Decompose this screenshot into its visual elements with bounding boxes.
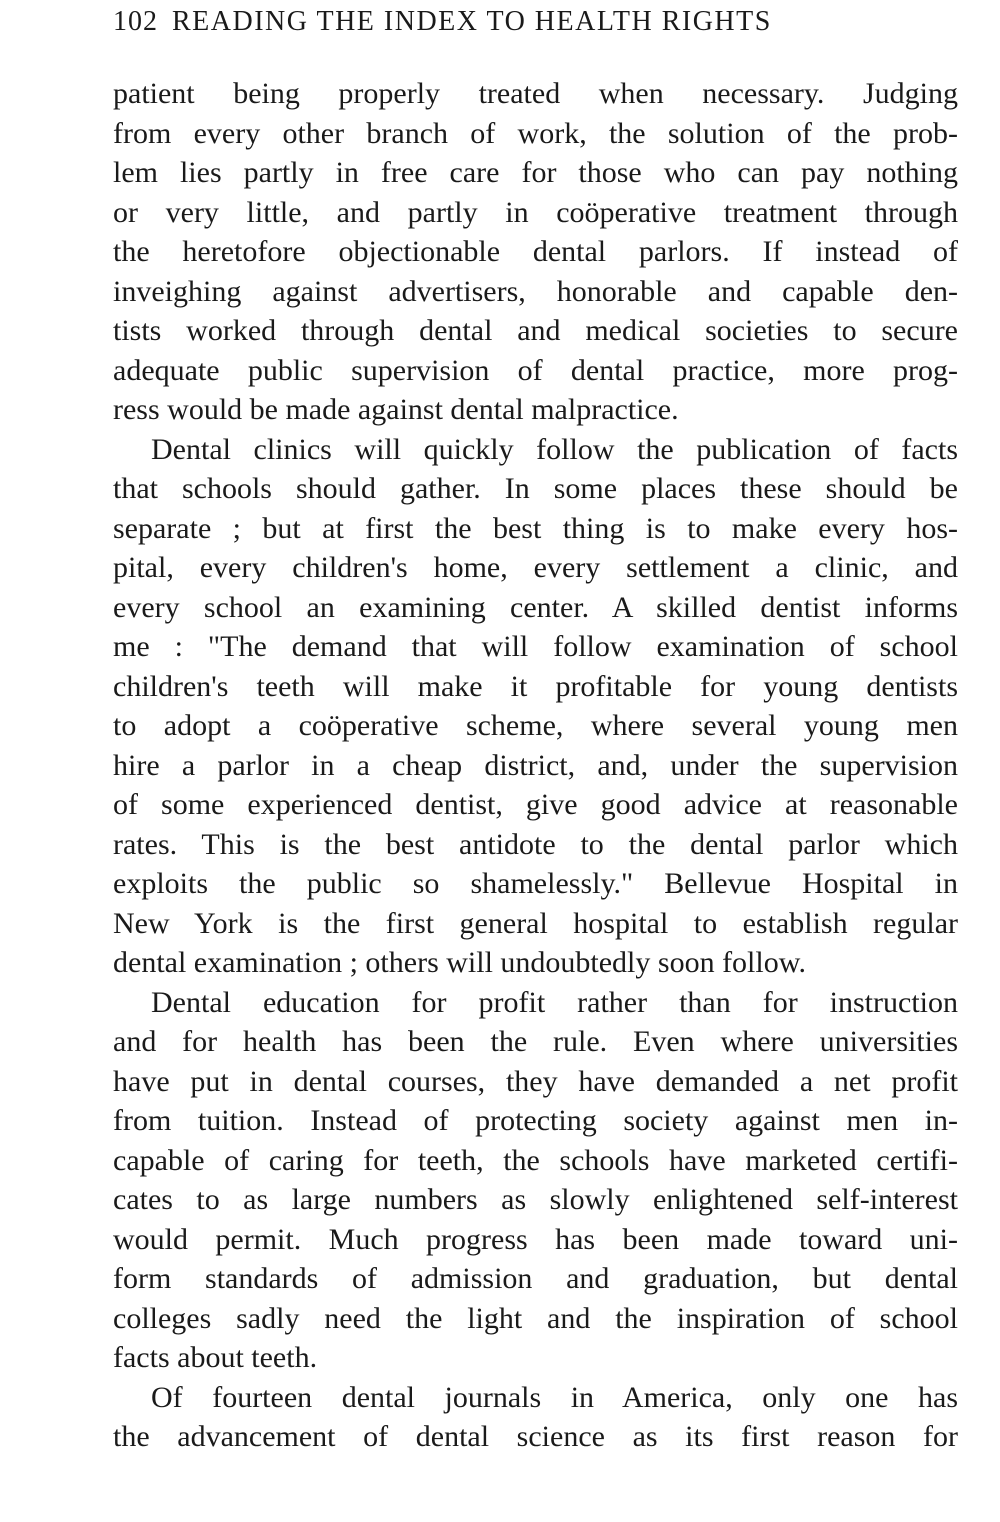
text-line: rates. This is the best antidote to the dental parlor which xyxy=(113,827,958,861)
text-line: ress would be made against dental malpractice. xyxy=(113,393,679,426)
text-line: patient being properly treated when necessary. Judging xyxy=(113,77,958,110)
running-header xyxy=(113,6,903,46)
text-line: lem lies partly in free care for those who can pay nothing xyxy=(113,156,958,189)
text-line: dental examination ; others will undoubtedly soon follow. xyxy=(113,946,806,979)
body-text xyxy=(113,74,958,1457)
text-line: pital, every children's home, every settlement a clinic, and xyxy=(113,551,958,584)
text-line: to adopt a coöperative scheme, where several young men xyxy=(113,709,958,742)
text-line: tists worked through dental and medical societies to secure xyxy=(113,314,958,347)
text-line: capable of caring for teeth, the schools have marketed certifi- xyxy=(113,1143,958,1177)
text-line: the heretofore objectionable dental parlors. If instead of xyxy=(113,235,958,268)
text-line: and for health has been the rule. Even where universities xyxy=(113,1025,958,1058)
page-number: 102 xyxy=(113,6,158,37)
text-line: of some experienced dentist, give good advice at reasonable xyxy=(113,788,958,821)
running-title: READING THE INDEX TO HEALTH RIGHTS xyxy=(172,6,772,37)
paragraph-first-line: Dental education for profit rather than for instruction xyxy=(151,985,958,1019)
text-line: exploits the public so shamelessly." Bellevue Hospital in xyxy=(113,867,958,900)
text-line: separate ; but at first the best thing is to make every hos- xyxy=(113,511,958,545)
text-line: every school an examining center. A skilled dentist informs xyxy=(113,590,958,624)
text-line: the advancement of dental science as its first reason for xyxy=(113,1420,958,1453)
text-line: children's teeth will make it profitable for young dentists xyxy=(113,669,958,703)
text-line: have put in dental courses, they have demanded a net profit xyxy=(113,1064,958,1098)
text-line: hire a parlor in a cheap district, and, under the supervision xyxy=(113,748,958,782)
paragraph-first-line: Dental clinics will quickly follow the publication of facts xyxy=(151,432,958,466)
text-line: me : "The demand that will follow examination of school xyxy=(113,630,958,663)
text-line: New York is the first general hospital to establish regular xyxy=(113,906,958,940)
text-line: cates to as large numbers as slowly enlightened self-interest xyxy=(113,1183,958,1216)
paragraph-first-line: Of fourteen dental journals in America, only one has xyxy=(151,1380,958,1414)
text-line: form standards of admission and graduation, but dental xyxy=(113,1262,958,1295)
text-line: would permit. Much progress has been made toward uni- xyxy=(113,1222,958,1256)
text-line: from every other branch of work, the solution of the prob- xyxy=(113,116,958,150)
text-line: adequate public supervision of dental practice, more prog- xyxy=(113,353,958,387)
text-line: inveighing against advertisers, honorable and capable den- xyxy=(113,274,958,308)
text-line: that schools should gather. In some places these should be xyxy=(113,472,958,505)
text-line: facts about teeth. xyxy=(113,1341,318,1374)
text-line: or very little, and partly in coöperative treatment through xyxy=(113,195,958,229)
text-line: from tuition. Instead of protecting society against men in- xyxy=(113,1104,958,1137)
text-line: colleges sadly need the light and the inspiration of school xyxy=(113,1301,958,1335)
